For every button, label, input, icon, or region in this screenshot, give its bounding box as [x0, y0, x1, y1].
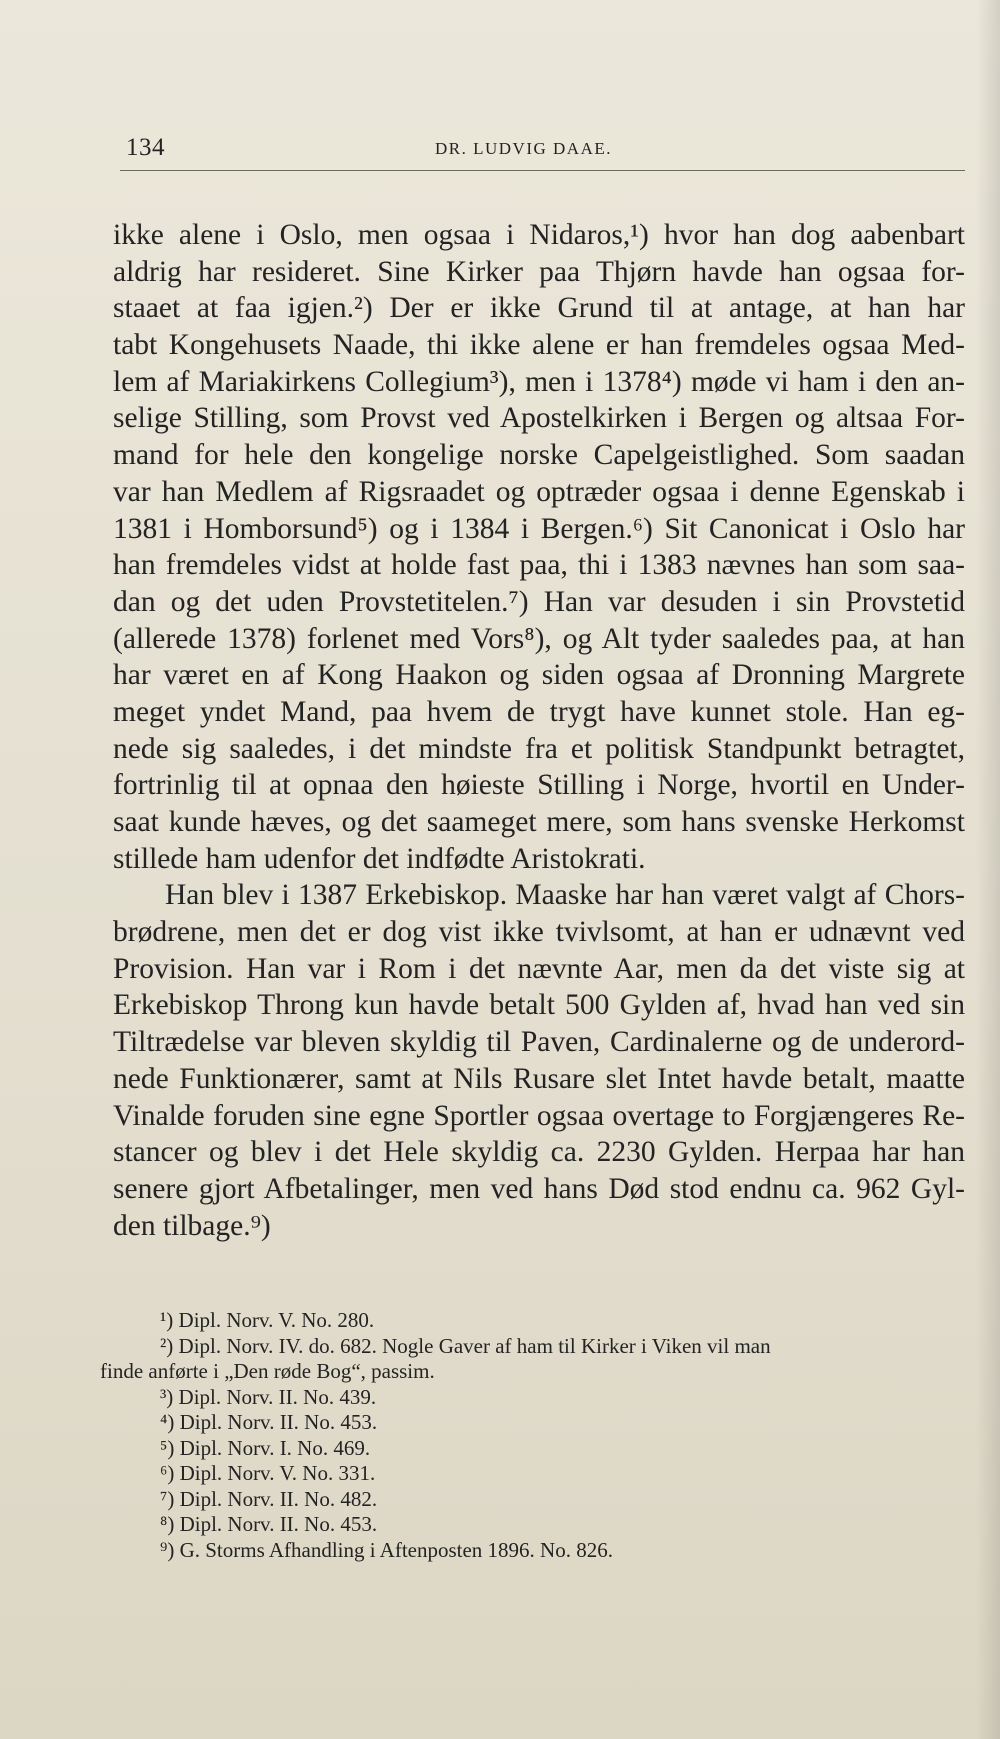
text-line: Vinalde foruden sine egne Sportler ogsaa overtage to Forgjængeres Re- — [113, 1099, 965, 1132]
text-line: (allerede 1378) forlenet med Vors⁸), og Alt tyder saaledes paa, at han — [113, 622, 965, 655]
text-line: nede sig saaledes, i det mindste fra et politisk Standpunkt betragtet, — [113, 732, 965, 765]
text-line: var han Medlem af Rigsraadet og optræder ogsaa i denne Egenskab i — [113, 475, 965, 508]
running-head: DR. LUDVIG DAAE. — [435, 139, 612, 158]
text-line: den tilbage.⁹) — [113, 1209, 271, 1242]
text-line: nede Funktionærer, samt at Nils Rusare slet Intet havde betalt, maatte — [113, 1062, 965, 1095]
page-header — [120, 130, 965, 171]
footnote-line: ⁶) Dipl. Norv. V. No. 331. — [160, 1461, 376, 1485]
page-edge-shadow — [976, 0, 1000, 1739]
body-text — [113, 217, 965, 1244]
text-line: Han blev i 1387 Erkebiskop. Maaske har han været valgt af Chors- — [165, 879, 965, 912]
text-line: han fremdeles vidst at holde fast paa, thi i 1383 nævnes han som saa- — [113, 549, 965, 582]
text-line: mand for hele den kongelige norske Capelgeistlighed. Som saadan — [113, 439, 965, 472]
text-line: stancer og blev i det Hele skyldig ca. 2230 Gylden. Herpaa har han — [113, 1136, 965, 1169]
text-line: dan og det uden Provstetitelen.⁷) Han var desuden i sin Provstetid — [113, 585, 965, 618]
text-line: stillede ham udenfor det indfødte Aristokrati. — [113, 842, 646, 875]
footnote-line: ⁷) Dipl. Norv. II. No. 482. — [160, 1486, 378, 1511]
text-line: Tiltrædelse var bleven skyldig til Paven, Cardinalerne og de underord- — [113, 1026, 965, 1059]
footnote-line: ¹) Dipl. Norv. V. No. 280. — [160, 1308, 375, 1332]
text-line: staaet at faa igjen.²) Der er ikke Grund til at antage, at han har — [113, 292, 965, 325]
text-line: har været en af Kong Haakon og siden ogsaa af Dronning Margrete — [113, 659, 965, 692]
footnote-line: finde anførte i „Den røde Bog“, passim. — [100, 1359, 435, 1383]
text-line: saat kunde hæves, og det saameget mere, som hans svenske Herkomst — [113, 806, 965, 838]
page-number: 134 — [126, 134, 165, 161]
footnote-line: ⁴) Dipl. Norv. II. No. 453. — [160, 1410, 378, 1434]
text-line: 1381 i Homborsund⁵) og i 1384 i Bergen.⁶) Sit Canonicat i Oslo har — [113, 512, 965, 545]
text-line: brødrene, men det er dog vist ikke tvivlsomt, at han er udnævnt ved — [113, 916, 965, 949]
text-line: Erkebiskop Throng kun havde betalt 500 Gylden af, hvad han ved sin — [113, 989, 965, 1022]
footnotes — [100, 1308, 965, 1563]
footnote-line: ⁵) Dipl. Norv. I. No. 469. — [160, 1435, 371, 1460]
footnote-line: ³) Dipl. Norv. II. No. 439. — [160, 1384, 377, 1409]
footnote-line: ²) Dipl. Norv. IV. do. 682. Nogle Gaver af ham til Kirker i Viken vil man — [160, 1333, 771, 1358]
text-line: ikke alene i Oslo, men ogsaa i Nidaros,¹) hvor han dog aabenbart — [113, 219, 965, 251]
text-line: selige Stilling, som Provst ved Apostelkirken i Bergen og altsaa For- — [113, 402, 965, 435]
text-line: senere gjort Afbetalinger, men ved hans Død stod endnu ca. 962 Gyl- — [113, 1172, 965, 1205]
text-line: Provision. Han var i Rom i det nævnte Aar, men da det viste sig at — [113, 952, 965, 985]
text-line: lem af Mariakirkens Collegium³), men i 1378⁴) møde vi ham i den an- — [113, 365, 965, 398]
text-line: meget yndet Mand, paa hvem de trygt have kunnet stole. Han eg- — [113, 695, 965, 728]
text-line: fortrinlig til at opnaa den høieste Stilling i Norge, hvortil en Under- — [113, 769, 965, 802]
footnote-line: ⁹) G. Storms Afhandling i Aftenposten 1896. No. 826. — [160, 1537, 613, 1562]
text-line: tabt Kongehusets Naade, thi ikke alene er han fremdeles ogsaa Med- — [113, 329, 965, 362]
footnote-line: ⁸) Dipl. Norv. II. No. 453. — [160, 1512, 378, 1536]
text-line: aldrig har resideret. Sine Kirker paa Thjørn havde han ogsaa for- — [113, 255, 965, 288]
